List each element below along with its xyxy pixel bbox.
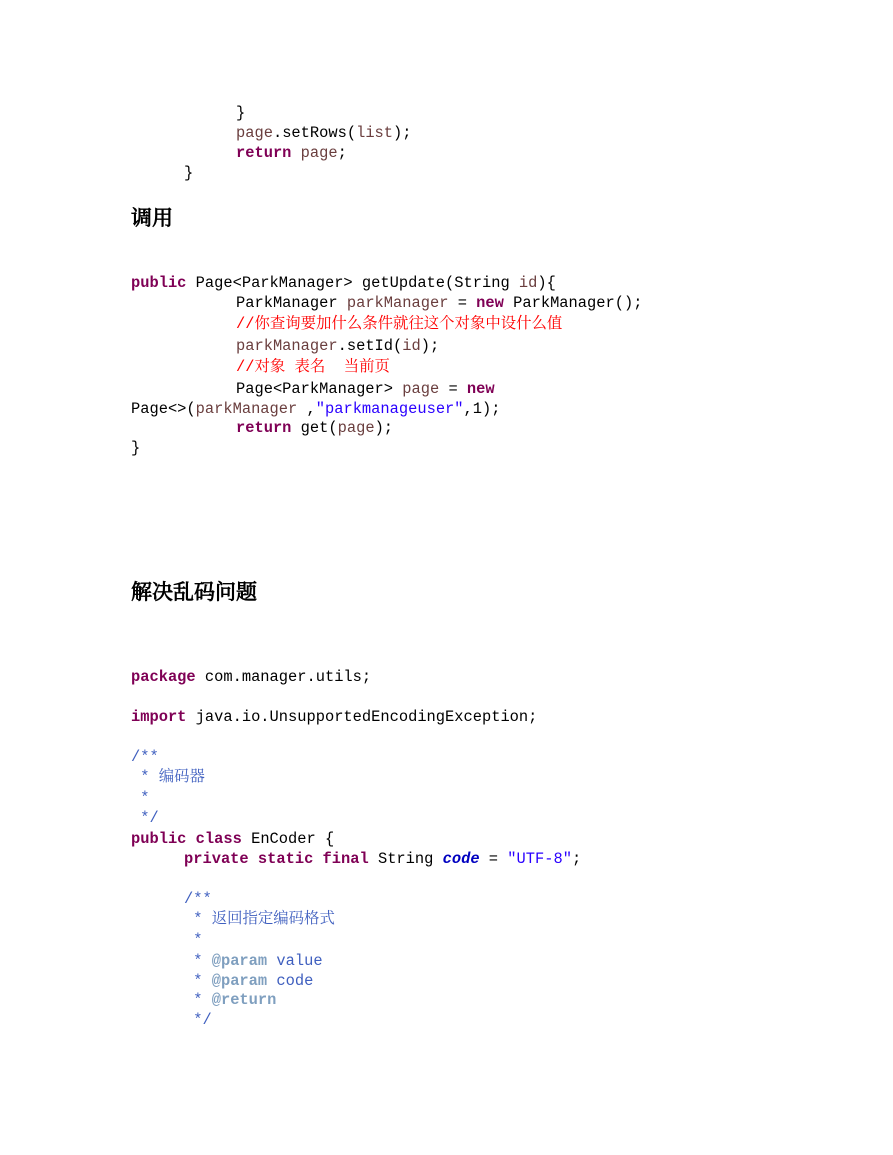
code-variable: parkManager (346, 294, 449, 312)
code-javadoc: /** (184, 890, 212, 908)
code-keyword: public class (131, 830, 242, 848)
code-text: get( (291, 419, 338, 437)
code-line (184, 990, 276, 1010)
code-line (131, 747, 159, 767)
code-variable: page (236, 124, 273, 142)
code-javadoc: * (184, 991, 212, 1009)
code-line (236, 293, 642, 313)
code-javadoc: * (184, 972, 212, 990)
code-variable: parkManager (195, 400, 298, 418)
code-text: String (368, 850, 443, 868)
code-text: ){ (537, 274, 556, 292)
code-line (131, 788, 149, 808)
code-line (236, 357, 390, 377)
code-keyword: private static final (184, 850, 369, 868)
code-text: ); (393, 124, 412, 142)
code-javadoc: * (184, 931, 203, 949)
code-variable: parkManager (236, 337, 338, 355)
code-brace: } (236, 104, 246, 122)
code-keyword: import (131, 708, 187, 726)
code-line (184, 909, 335, 929)
code-text: ParkManager(); (503, 294, 643, 312)
code-line (236, 103, 245, 123)
code-brace: } (184, 164, 194, 182)
section-heading-call: 调用 (131, 206, 173, 230)
code-string: "UTF-8" (507, 850, 572, 868)
code-text: java.io.UnsupportedEncodingException; (186, 708, 538, 726)
code-javadoc: */ (184, 1011, 212, 1029)
code-javadoc: /** (131, 748, 159, 766)
code-variable: id (402, 337, 421, 355)
code-line (236, 123, 412, 143)
code-javadoc-tag: @param (211, 952, 268, 970)
code-line (131, 399, 500, 419)
code-line (184, 971, 313, 991)
code-text: com.manager.utils; (195, 668, 372, 686)
code-keyword: new (476, 294, 504, 312)
code-field: code (442, 850, 480, 868)
code-javadoc: code (267, 972, 314, 990)
section-heading-fix-encoding: 解决乱码问题 (131, 580, 257, 604)
code-line (184, 849, 581, 869)
code-text: ; (337, 144, 347, 162)
code-brace: } (131, 439, 141, 457)
code-javadoc: * (184, 952, 212, 970)
code-line (131, 808, 159, 828)
code-line (131, 829, 334, 849)
code-keyword: return (236, 144, 292, 162)
code-javadoc-tag: @return (211, 991, 277, 1009)
code-line (236, 379, 495, 399)
code-javadoc: * (131, 789, 150, 807)
code-javadoc-tag: @param (211, 972, 268, 990)
code-keyword: new (466, 380, 495, 398)
code-string: "parkmanageuser" (315, 400, 464, 418)
code-text: ParkManager (236, 294, 347, 312)
code-text: ; (571, 850, 582, 868)
code-line (236, 143, 347, 163)
code-keyword: package (131, 668, 196, 686)
code-javadoc: value (267, 952, 323, 970)
code-keyword: return (236, 419, 292, 437)
code-text: = (448, 294, 477, 312)
code-line (131, 767, 205, 787)
code-line (236, 418, 393, 438)
code-variable: id (518, 274, 538, 292)
code-variable: list (356, 124, 394, 142)
code-text: Page<>( (131, 400, 196, 418)
code-line (184, 951, 323, 971)
code-line (131, 707, 537, 727)
code-text: ,1); (463, 400, 501, 418)
code-text: ); (374, 419, 394, 437)
code-text: , (297, 400, 316, 418)
code-comment: //你查询要加什么条件就往这个对象中设什么值 (236, 315, 563, 333)
code-javadoc: * 返回指定编码格式 (184, 910, 335, 928)
code-javadoc: */ (131, 809, 159, 827)
code-variable: page (300, 144, 338, 162)
code-text: .setRows( (272, 124, 357, 142)
code-line (236, 336, 439, 356)
code-line (184, 889, 212, 909)
code-text: Page<ParkManager> getUpdate(String (186, 274, 519, 292)
code-variable: page (402, 380, 440, 398)
code-variable: page (337, 419, 375, 437)
code-line (236, 314, 562, 334)
code-text: = (479, 850, 508, 868)
code-text: Page<ParkManager> (236, 380, 403, 398)
code-line (184, 930, 202, 950)
code-text: .setId( (337, 337, 403, 355)
code-line (184, 163, 193, 183)
code-text: = (439, 380, 467, 398)
code-javadoc: * 编码器 (131, 768, 205, 786)
code-keyword: public (131, 274, 187, 292)
code-text: ); (420, 337, 440, 355)
code-line (131, 273, 556, 293)
code-comment: //对象 表名 当前页 (236, 358, 390, 376)
code-line (131, 438, 140, 458)
code-line (184, 1010, 212, 1030)
code-text (291, 144, 300, 162)
code-line (131, 667, 371, 687)
code-text: EnCoder { (241, 830, 335, 848)
